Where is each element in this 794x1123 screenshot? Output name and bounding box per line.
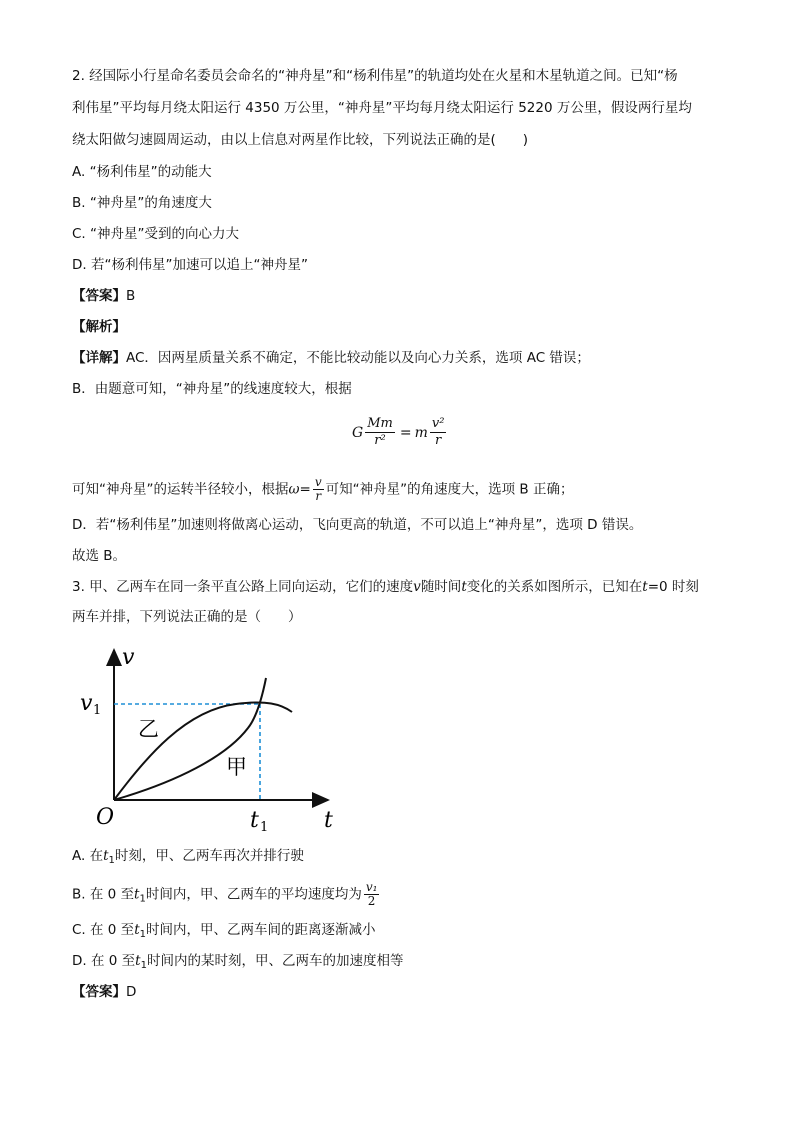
eq-num-left: Mm bbox=[367, 416, 393, 431]
q3-d-sub: 1 bbox=[140, 960, 147, 971]
detail-label: 【详解】 bbox=[72, 350, 126, 366]
q3-answer-label: 【答案】 bbox=[72, 984, 126, 1000]
q3-b-frac bbox=[364, 881, 380, 908]
q3-stem-part-a: 3. 甲、乙两车在同一条平直公路上同向运动，它们的速度 bbox=[72, 579, 414, 595]
q3-c-t: t bbox=[134, 922, 140, 938]
q2-stem-line-1: 2. 经国际小行星命名委员会命名的“神舟星”和“杨利伟星”的轨道均处在火星和木星轨道之间。已知“杨 bbox=[72, 68, 678, 84]
q3-a-sub: 1 bbox=[108, 855, 115, 866]
q3-stem-part-c: 变化的关系如图所示，已知在 bbox=[466, 579, 643, 595]
label-jia: 甲 bbox=[226, 755, 247, 779]
gravity-equation bbox=[352, 416, 448, 449]
q3-a-post: 时刻，甲、乙两车再次并排行驶 bbox=[114, 848, 304, 864]
q2-option-a: A. “杨利伟星”的动能大 bbox=[72, 164, 212, 180]
q3-stem-line-1 bbox=[72, 577, 699, 597]
eq-g: G bbox=[352, 424, 364, 441]
q3-b-sub: 1 bbox=[139, 893, 146, 905]
q3-b-post: 时间内，甲、乙两车的平均速度均为 bbox=[145, 886, 362, 903]
q3-option-c bbox=[72, 920, 376, 945]
v1-subscript: 1 bbox=[93, 703, 102, 718]
q3-b-den: 2 bbox=[367, 894, 376, 908]
q3-b-t: t bbox=[134, 886, 140, 903]
q3-option-b bbox=[72, 881, 381, 913]
omega-after: 可知“神舟星”的角速度大，选项 B 正确； bbox=[325, 481, 574, 498]
q2-conclusion: 故选 B。 bbox=[72, 548, 127, 564]
omega-eq: = bbox=[299, 481, 311, 498]
q2-answer bbox=[72, 286, 135, 306]
detail-text: AC．因两星质量关系不确定，不能比较动能以及向心力关系，选项 AC 错误； bbox=[126, 350, 590, 366]
q3-option-a bbox=[72, 846, 304, 871]
eq-num-right: v² bbox=[431, 416, 445, 431]
omega-den: r bbox=[315, 489, 322, 503]
q2-b-explanation: B．由题意可知，“神舟星”的线速度较大，根据 bbox=[72, 381, 352, 397]
q3-b-pre: B. 在 0 至 bbox=[72, 886, 135, 903]
q3-d-pre: D. 在 0 至 bbox=[72, 953, 136, 969]
q3-c-pre: C. 在 0 至 bbox=[72, 922, 135, 938]
q2-option-d: D. 若“杨利伟星”加速可以追上“神舟星” bbox=[72, 257, 308, 273]
q3-stem-part-d: =0 时刻 bbox=[647, 579, 699, 595]
eq-equals: = bbox=[399, 424, 412, 441]
omega-symbol: ω bbox=[288, 481, 300, 498]
q3-stem-line-2: 两车并排，下列说法正确的是（ ） bbox=[72, 609, 302, 625]
q3-c-sub: 1 bbox=[139, 929, 146, 940]
q2-analysis-label: 【解析】 bbox=[72, 319, 126, 335]
q3-b-num: v₁ bbox=[365, 880, 378, 894]
t1-subscript: 1 bbox=[260, 820, 269, 832]
velocity-time-graph bbox=[76, 642, 344, 832]
omega-frac bbox=[313, 476, 324, 503]
q3-a-pre: A. 在 bbox=[72, 848, 104, 864]
t1-label: t bbox=[250, 808, 259, 832]
q2-option-c: C. “神舟星”受到的向心力大 bbox=[72, 226, 239, 242]
q2-option-b: B. “神舟星”的角速度大 bbox=[72, 195, 212, 211]
eq-den-left: r² bbox=[374, 433, 386, 448]
label-yi: 乙 bbox=[138, 717, 159, 741]
curve-jia bbox=[114, 678, 266, 800]
q3-stem-t: t bbox=[461, 579, 467, 595]
eq-frac-left bbox=[365, 416, 395, 449]
q3-answer bbox=[72, 982, 136, 1002]
omega-before: 可知“神舟星”的运转半径较小，根据 bbox=[72, 481, 289, 498]
q3-stem-part-b: 随时间 bbox=[420, 579, 462, 595]
eq-frac-right bbox=[430, 416, 447, 449]
q3-d-t: t bbox=[135, 953, 141, 969]
axis-y-label: v bbox=[122, 645, 135, 670]
axis-x-label: t bbox=[324, 808, 333, 832]
answer-label: 【答案】 bbox=[72, 288, 126, 304]
v1-label: v bbox=[80, 691, 93, 716]
q3-answer-value: D bbox=[126, 984, 137, 1000]
eq-m: m bbox=[414, 424, 428, 441]
q2-d-explanation: D．若“杨利伟星”加速则将做离心运动，飞向更高的轨道，不可以追上“神舟星”，选项 D 错误。 bbox=[72, 517, 643, 533]
q3-a-t: t bbox=[103, 848, 109, 864]
q3-c-post: 时间内，甲、乙两车间的距离逐渐减小 bbox=[146, 922, 376, 938]
origin-label: O bbox=[96, 805, 115, 830]
answer-value: B bbox=[126, 288, 136, 304]
q2-omega-line bbox=[72, 476, 573, 503]
q3-d-post: 时间内的某时刻，甲、乙两车的加速度相等 bbox=[146, 953, 404, 969]
omega-num: v bbox=[314, 475, 322, 489]
q3-stem-t0: t bbox=[642, 579, 648, 595]
q3-stem-v: v bbox=[413, 579, 421, 595]
q2-detail bbox=[72, 348, 590, 368]
q2-stem-line-2: 利伟星”平均每月绕太阳运行 4350 万公里，“神舟星”平均每月绕太阳运行 5220 万公里，假设两行星均 bbox=[72, 100, 692, 116]
q2-stem-line-3: 绕太阳做匀速圆周运动，由以上信息对两星作比较，下列说法正确的是( ) bbox=[72, 132, 529, 148]
q3-option-d bbox=[72, 951, 403, 976]
eq-den-right: r bbox=[435, 433, 442, 448]
